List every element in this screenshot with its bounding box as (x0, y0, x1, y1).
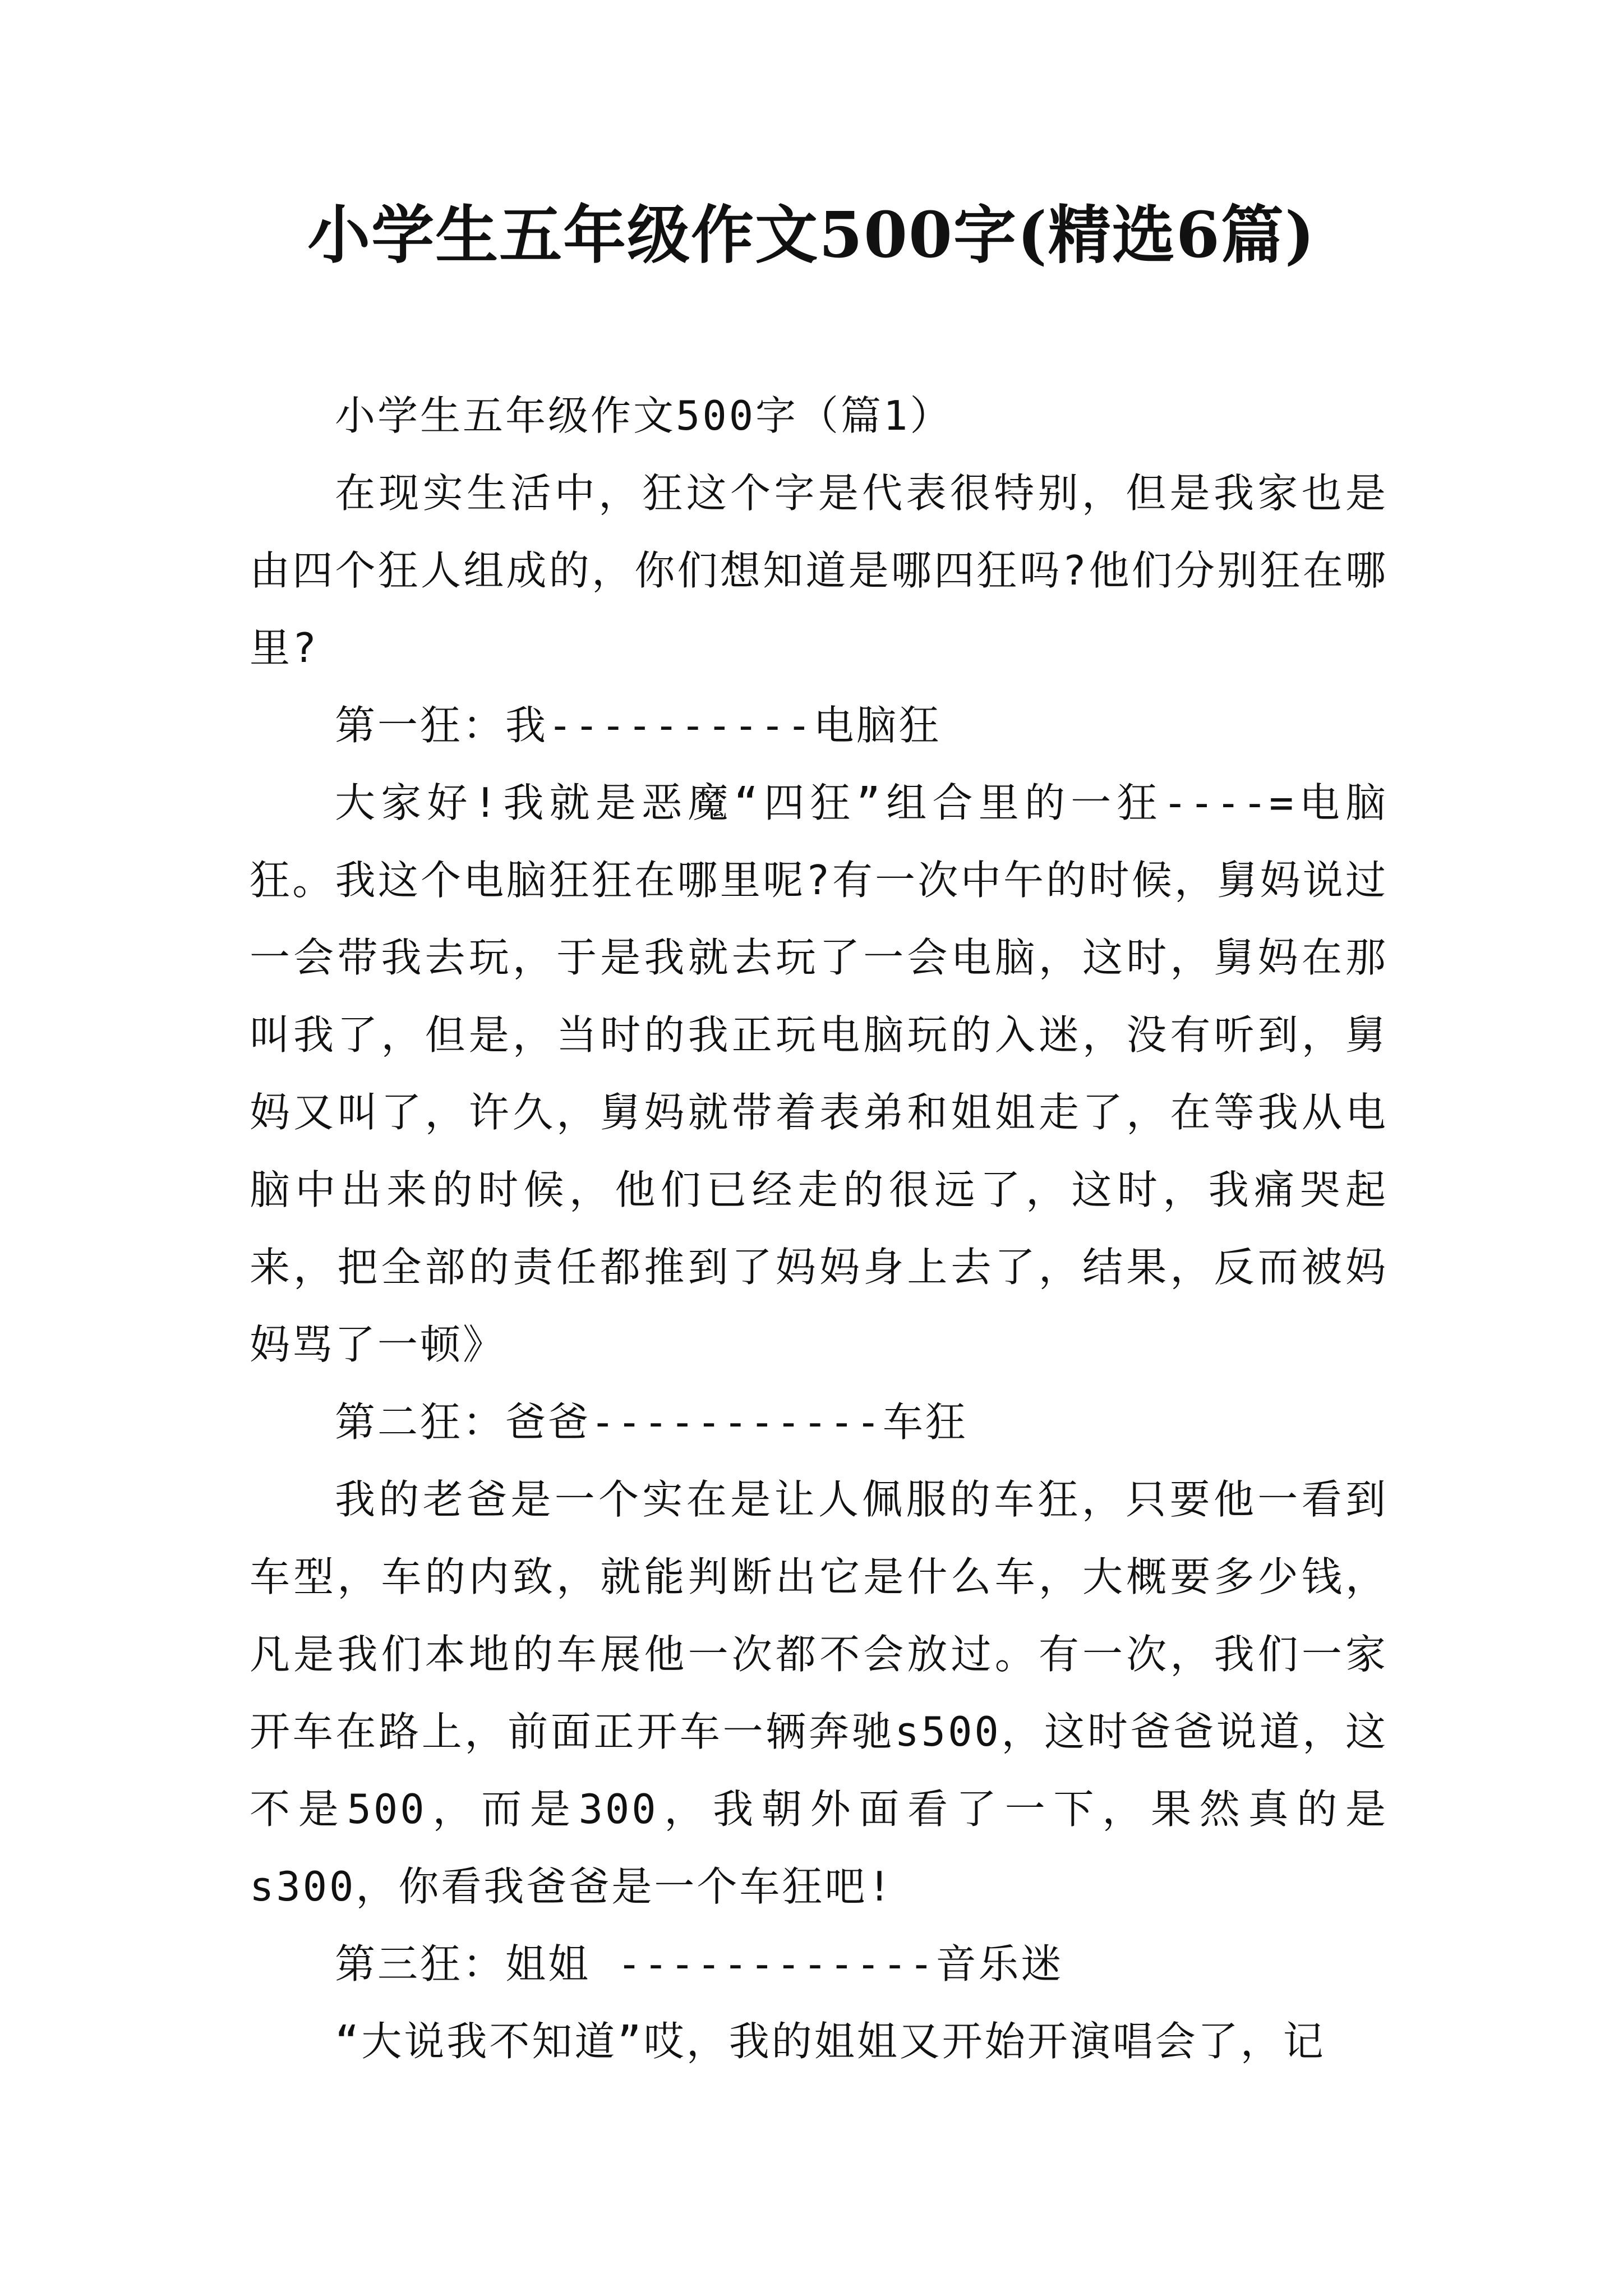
paragraph: 我的老爸是一个实在是让人佩服的车狂，只要他一看到车型，车的内致，就能判断出它是什么车，大概要多少钱，凡是我们本地的车展他一次都不会放过。有一次，我们一家开车在路上，前面正开车一辆奔驰s500，这时爸爸说道，这不是500，而是300，我朝外面看了一下，果然真的是s300，你看我爸爸是一个车狂吧! (250, 1476, 1388, 1910)
page-title: 小学生五年级作文500字(精选6篇) (307, 199, 1316, 272)
paragraph: “大说我不知道”哎，我的姐姐又开始开演唱会了，记 (335, 2018, 1326, 2065)
subheading: 第二狂：爸爸-----------车狂 (335, 1398, 968, 1446)
paragraph: 大家好!我就是恶魔“四狂”组合里的一狂----=电脑狂。我这个电脑狂狂在哪里呢?有一次中午的时候，舅妈说过一会带我去玩，于是我就去玩了一会电脑，这时，舅妈在那叫我了，但是，当时的我正玩电脑玩的入迷，没有听到，舅妈又叫了，许久，舅妈就带着表弟和姐姐走了，在等我从电脑中出来的时候，他们已经走的很远了，这时，我痛哭起来，把全部的责任都推到了妈妈身上去了，结果，反而被妈妈骂了一顿》 (250, 779, 1388, 1368)
section-heading: 小学生五年级作文500字（篇1） (335, 392, 953, 439)
paragraph: 在现实生活中，狂这个字是代表很特别，但是我家也是由四个狂人组成的，你们想知道是哪四狂吗?他们分别狂在哪里? (250, 470, 1388, 671)
subheading: 第三狂：姐姐 ------------音乐迷 (335, 1940, 1064, 1987)
article-body (250, 377, 1388, 2080)
subheading: 第一狂：我----------电脑狂 (335, 702, 942, 749)
